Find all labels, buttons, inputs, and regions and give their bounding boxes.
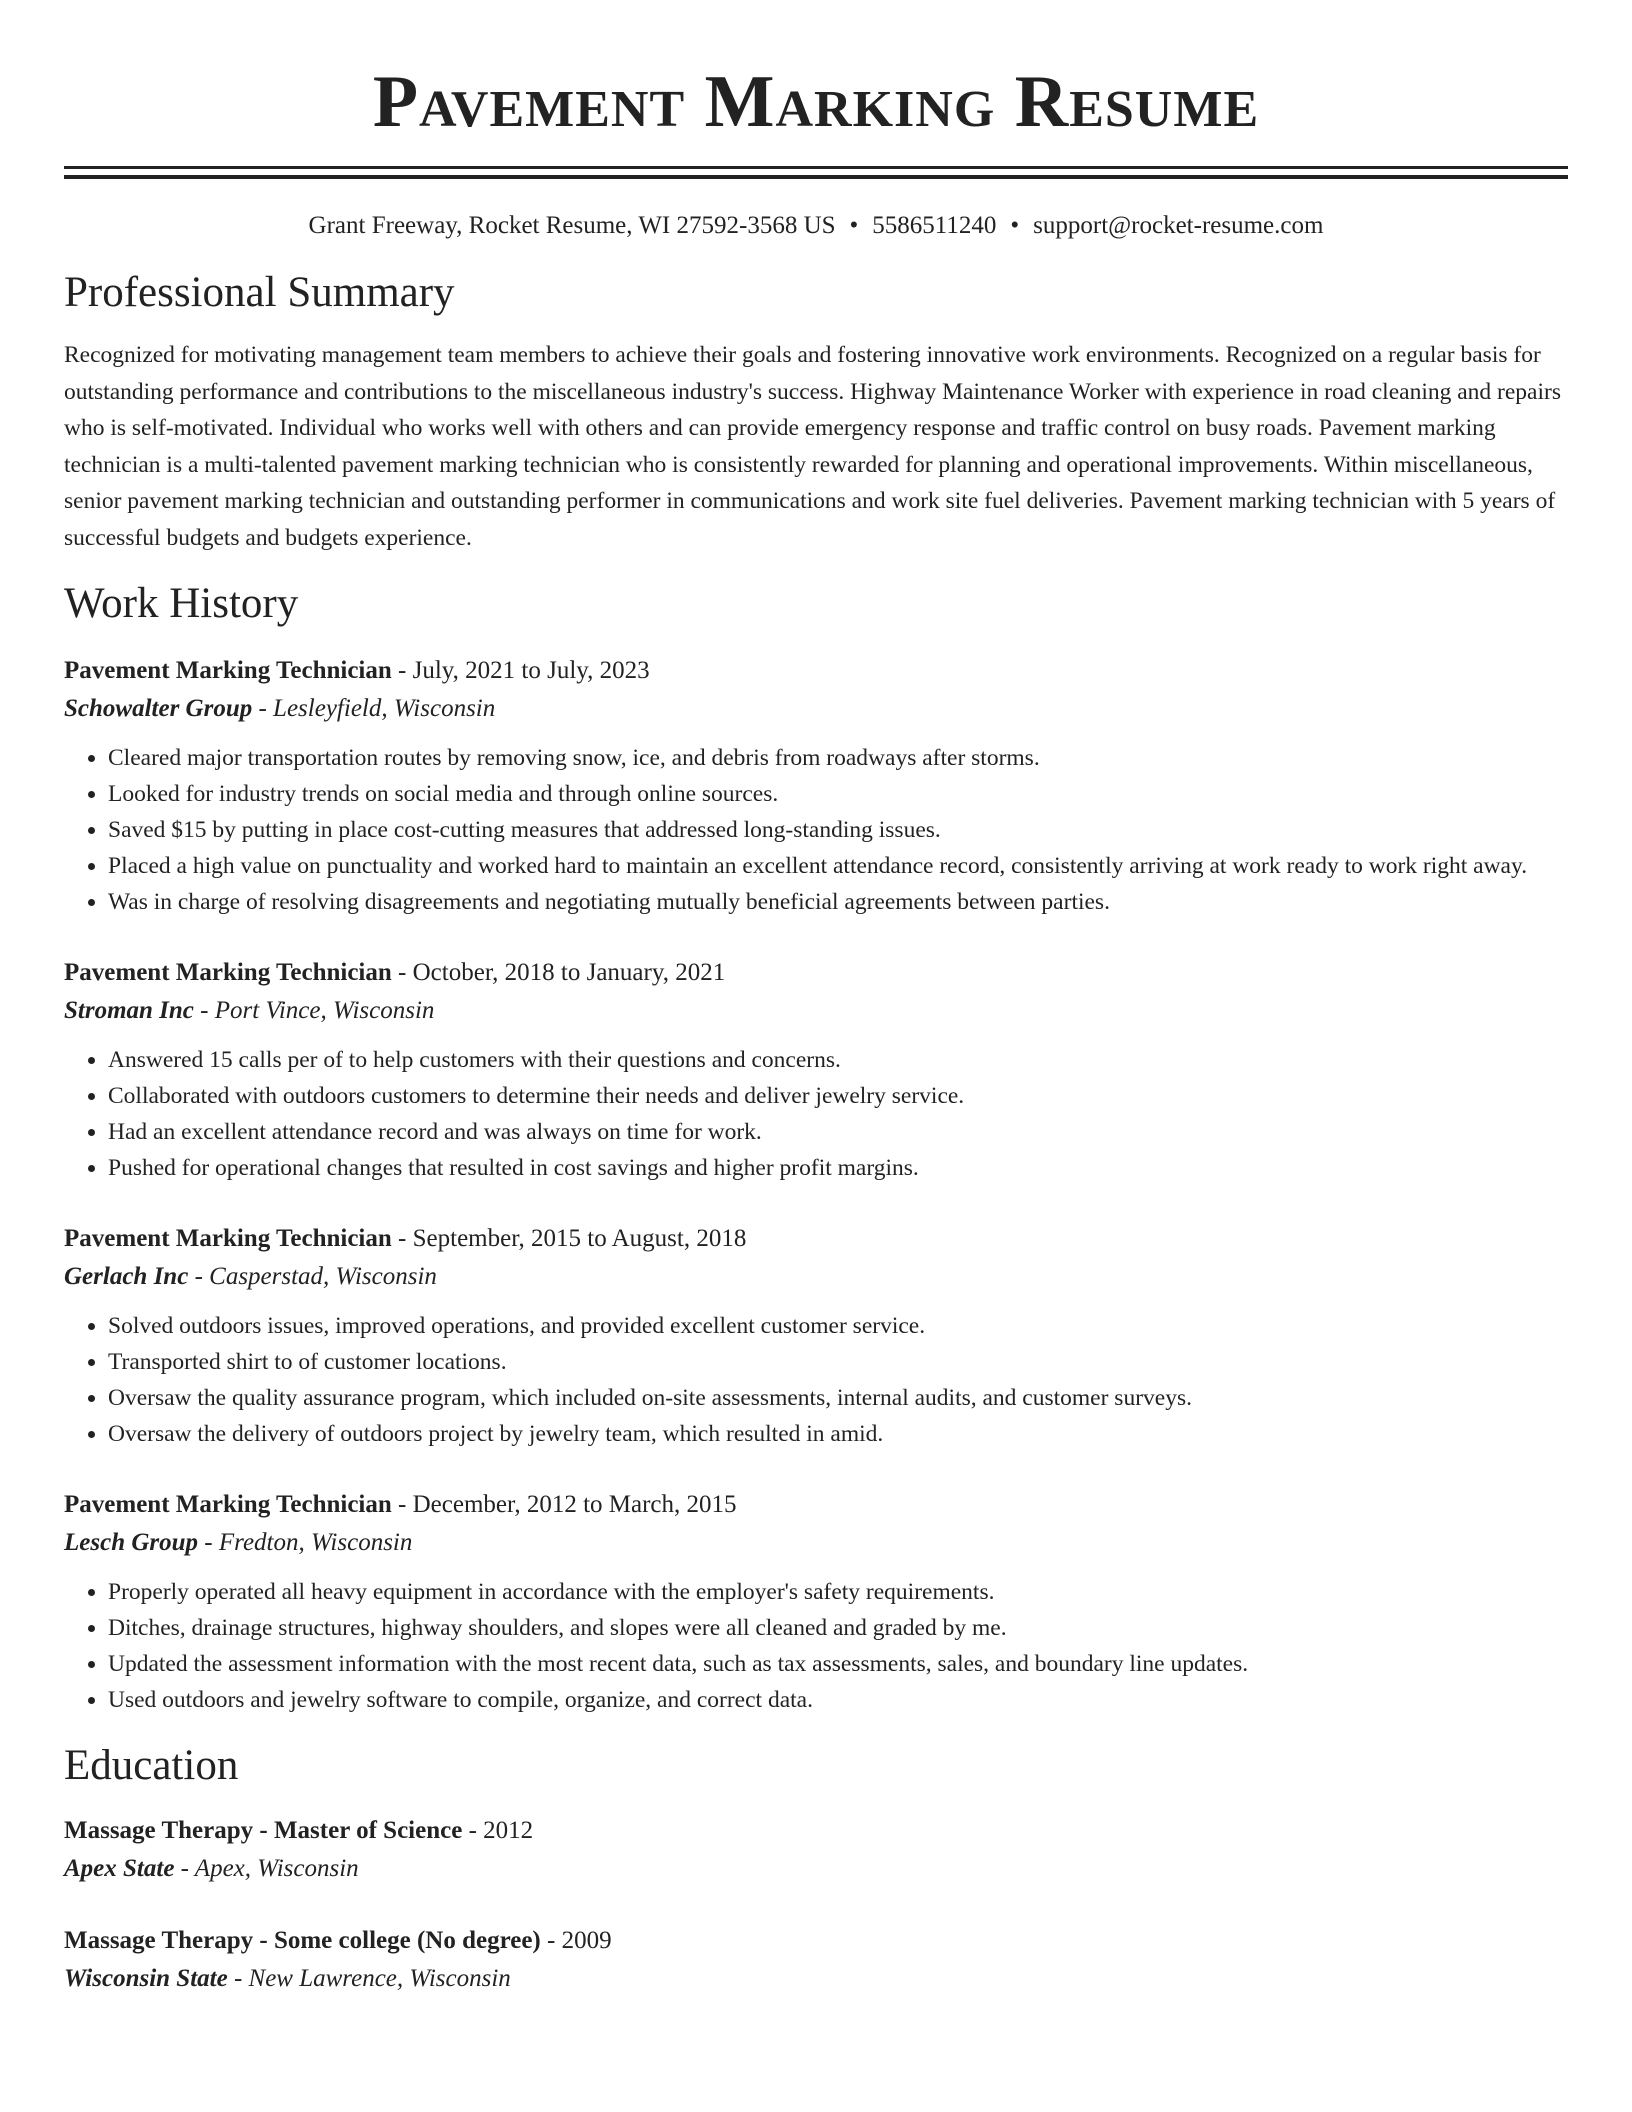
summary-heading: Professional Summary xyxy=(64,269,455,316)
list-item: • Cleared major transportation routes by removing snow, ice, and debris from roadways after storms. xyxy=(108,740,1568,776)
job-dates: - December, 2012 to March, 2015 xyxy=(391,1491,737,1518)
job-entry xyxy=(64,652,1568,920)
job-entry xyxy=(64,1220,1568,1452)
job-company-line xyxy=(64,690,1568,728)
education-degree: Massage Therapy - Some college (No degree) xyxy=(64,1927,541,1954)
list-item: • Oversaw the quality assurance program, which included on-site assessments, internal audits, and customer surveys. xyxy=(108,1380,1568,1416)
education-school: Apex State xyxy=(64,1855,175,1882)
list-item: • Oversaw the delivery of outdoors project by jewelry team, which resulted in amid. xyxy=(108,1416,1568,1452)
list-item: • Collaborated with outdoors customers to determine their needs and deliver jewelry service. xyxy=(108,1078,1568,1114)
job-dates: - October, 2018 to January, 2021 xyxy=(391,959,726,986)
contact-separator: • xyxy=(1010,212,1020,239)
job-title-line xyxy=(64,954,1568,992)
list-item: • Had an excellent attendance record and was always on time for work. xyxy=(108,1114,1568,1150)
title-divider-bottom xyxy=(64,175,1568,179)
job-bullets xyxy=(64,1042,1568,1186)
job-title-line xyxy=(64,1486,1568,1524)
education-degree-line xyxy=(64,1922,1568,1960)
education-degree-line xyxy=(64,1812,1568,1850)
education-location: - New Lawrence, Wisconsin xyxy=(227,1965,511,1992)
job-location: - Fredton, Wisconsin xyxy=(198,1529,413,1556)
education-entry xyxy=(64,1922,1568,1998)
education-year: - 2009 xyxy=(540,1927,612,1954)
list-item: • Saved $15 by putting in place cost-cutting measures that addressed long-standing issues. xyxy=(108,812,1568,848)
job-entry xyxy=(64,954,1568,1186)
title-divider-top xyxy=(64,166,1568,169)
list-item: • Placed a high value on punctuality and worked hard to maintain an excellent attendance record, consistently arriving at work ready to work right away. xyxy=(108,848,1568,884)
contact-email: support@rocket-resume.com xyxy=(1033,212,1324,239)
job-role: Pavement Marking Technician xyxy=(64,657,392,684)
job-role: Pavement Marking Technician xyxy=(64,1491,392,1518)
job-bullets xyxy=(64,1574,1568,1718)
job-role: Pavement Marking Technician xyxy=(64,1225,392,1252)
education-school-line xyxy=(64,1850,1568,1888)
job-company: Gerlach Inc xyxy=(64,1263,189,1290)
list-item: • Looked for industry trends on social media and through online sources. xyxy=(108,776,1568,812)
list-item: • Ditches, drainage structures, highway shoulders, and slopes were all cleaned and graded by me. xyxy=(108,1610,1568,1646)
list-item: • Used outdoors and jewelry software to compile, organize, and correct data. xyxy=(108,1682,1568,1718)
job-company-line xyxy=(64,1258,1568,1296)
job-location: - Lesleyfield, Wisconsin xyxy=(252,695,496,722)
job-location: - Casperstad, Wisconsin xyxy=(188,1263,437,1290)
job-title-line xyxy=(64,652,1568,690)
list-item: • Updated the assessment information with the most recent data, such as tax assessments, sales, and boundary line updates. xyxy=(108,1646,1568,1682)
job-title-line xyxy=(64,1220,1568,1258)
education-year: - 2012 xyxy=(462,1817,534,1844)
job-location: - Port Vince, Wisconsin xyxy=(193,997,435,1024)
list-item: • Answered 15 calls per of to help customers with their questions and concerns. xyxy=(108,1042,1568,1078)
job-dates: - July, 2021 to July, 2023 xyxy=(391,657,650,684)
education-heading: Education xyxy=(64,1742,239,1789)
contact-address: Grant Freeway, Rocket Resume, WI 27592-3568 US xyxy=(308,212,836,239)
list-item: • Was in charge of resolving disagreements and negotiating mutually beneficial agreements between parties. xyxy=(108,884,1568,920)
job-role: Pavement Marking Technician xyxy=(64,959,392,986)
contact-separator: • xyxy=(849,212,859,239)
education-school: Wisconsin State xyxy=(64,1965,228,1992)
summary-text: Recognized for motivating management team members to achieve their goals and fostering innovative work environments. Recognized on a regular basis for outstanding performance and contributions to the miscellaneous industry's success. Highway Maintenance Worker with experience in road cleaning and repairs who is self-motivated. Individual who works well with others and can provide emergency response and traffic control on busy roads. Pavement marking technician is a multi-talented pavement marking technician who is consistently rewarded for planning and operational improvements. Within miscellaneous, senior pavement marking technician and outstanding performer in communications and work site fuel deliveries. Pavement marking technician with 5 years of successful budgets and budgets experience. xyxy=(64,342,1561,551)
job-company: Stroman Inc xyxy=(64,997,194,1024)
job-entry xyxy=(64,1486,1568,1718)
job-bullets xyxy=(64,740,1568,920)
list-item: • Transported shirt to of customer locations. xyxy=(108,1344,1568,1380)
job-company: Schowalter Group xyxy=(64,695,253,722)
job-bullets xyxy=(64,1308,1568,1452)
contact-phone: 5586511240 xyxy=(872,212,997,239)
job-company: Lesch Group xyxy=(64,1529,199,1556)
job-company-line xyxy=(64,1524,1568,1562)
list-item: • Pushed for operational changes that resulted in cost savings and higher profit margins. xyxy=(108,1150,1568,1186)
job-company-line xyxy=(64,992,1568,1030)
job-dates: - September, 2015 to August, 2018 xyxy=(391,1225,747,1252)
education-school-line xyxy=(64,1960,1568,1998)
list-item: • Solved outdoors issues, improved operations, and provided excellent customer service. xyxy=(108,1308,1568,1344)
work-history-heading: Work History xyxy=(64,580,299,627)
education-entry xyxy=(64,1812,1568,1888)
education-degree: Massage Therapy - Master of Science xyxy=(64,1817,463,1844)
list-item: • Properly operated all heavy equipment in accordance with the employer's safety requirements. xyxy=(108,1574,1568,1610)
contact-line xyxy=(64,209,1568,243)
education-location: - Apex, Wisconsin xyxy=(174,1855,359,1882)
resume-title: Pavement Marking Resume xyxy=(372,61,1260,143)
